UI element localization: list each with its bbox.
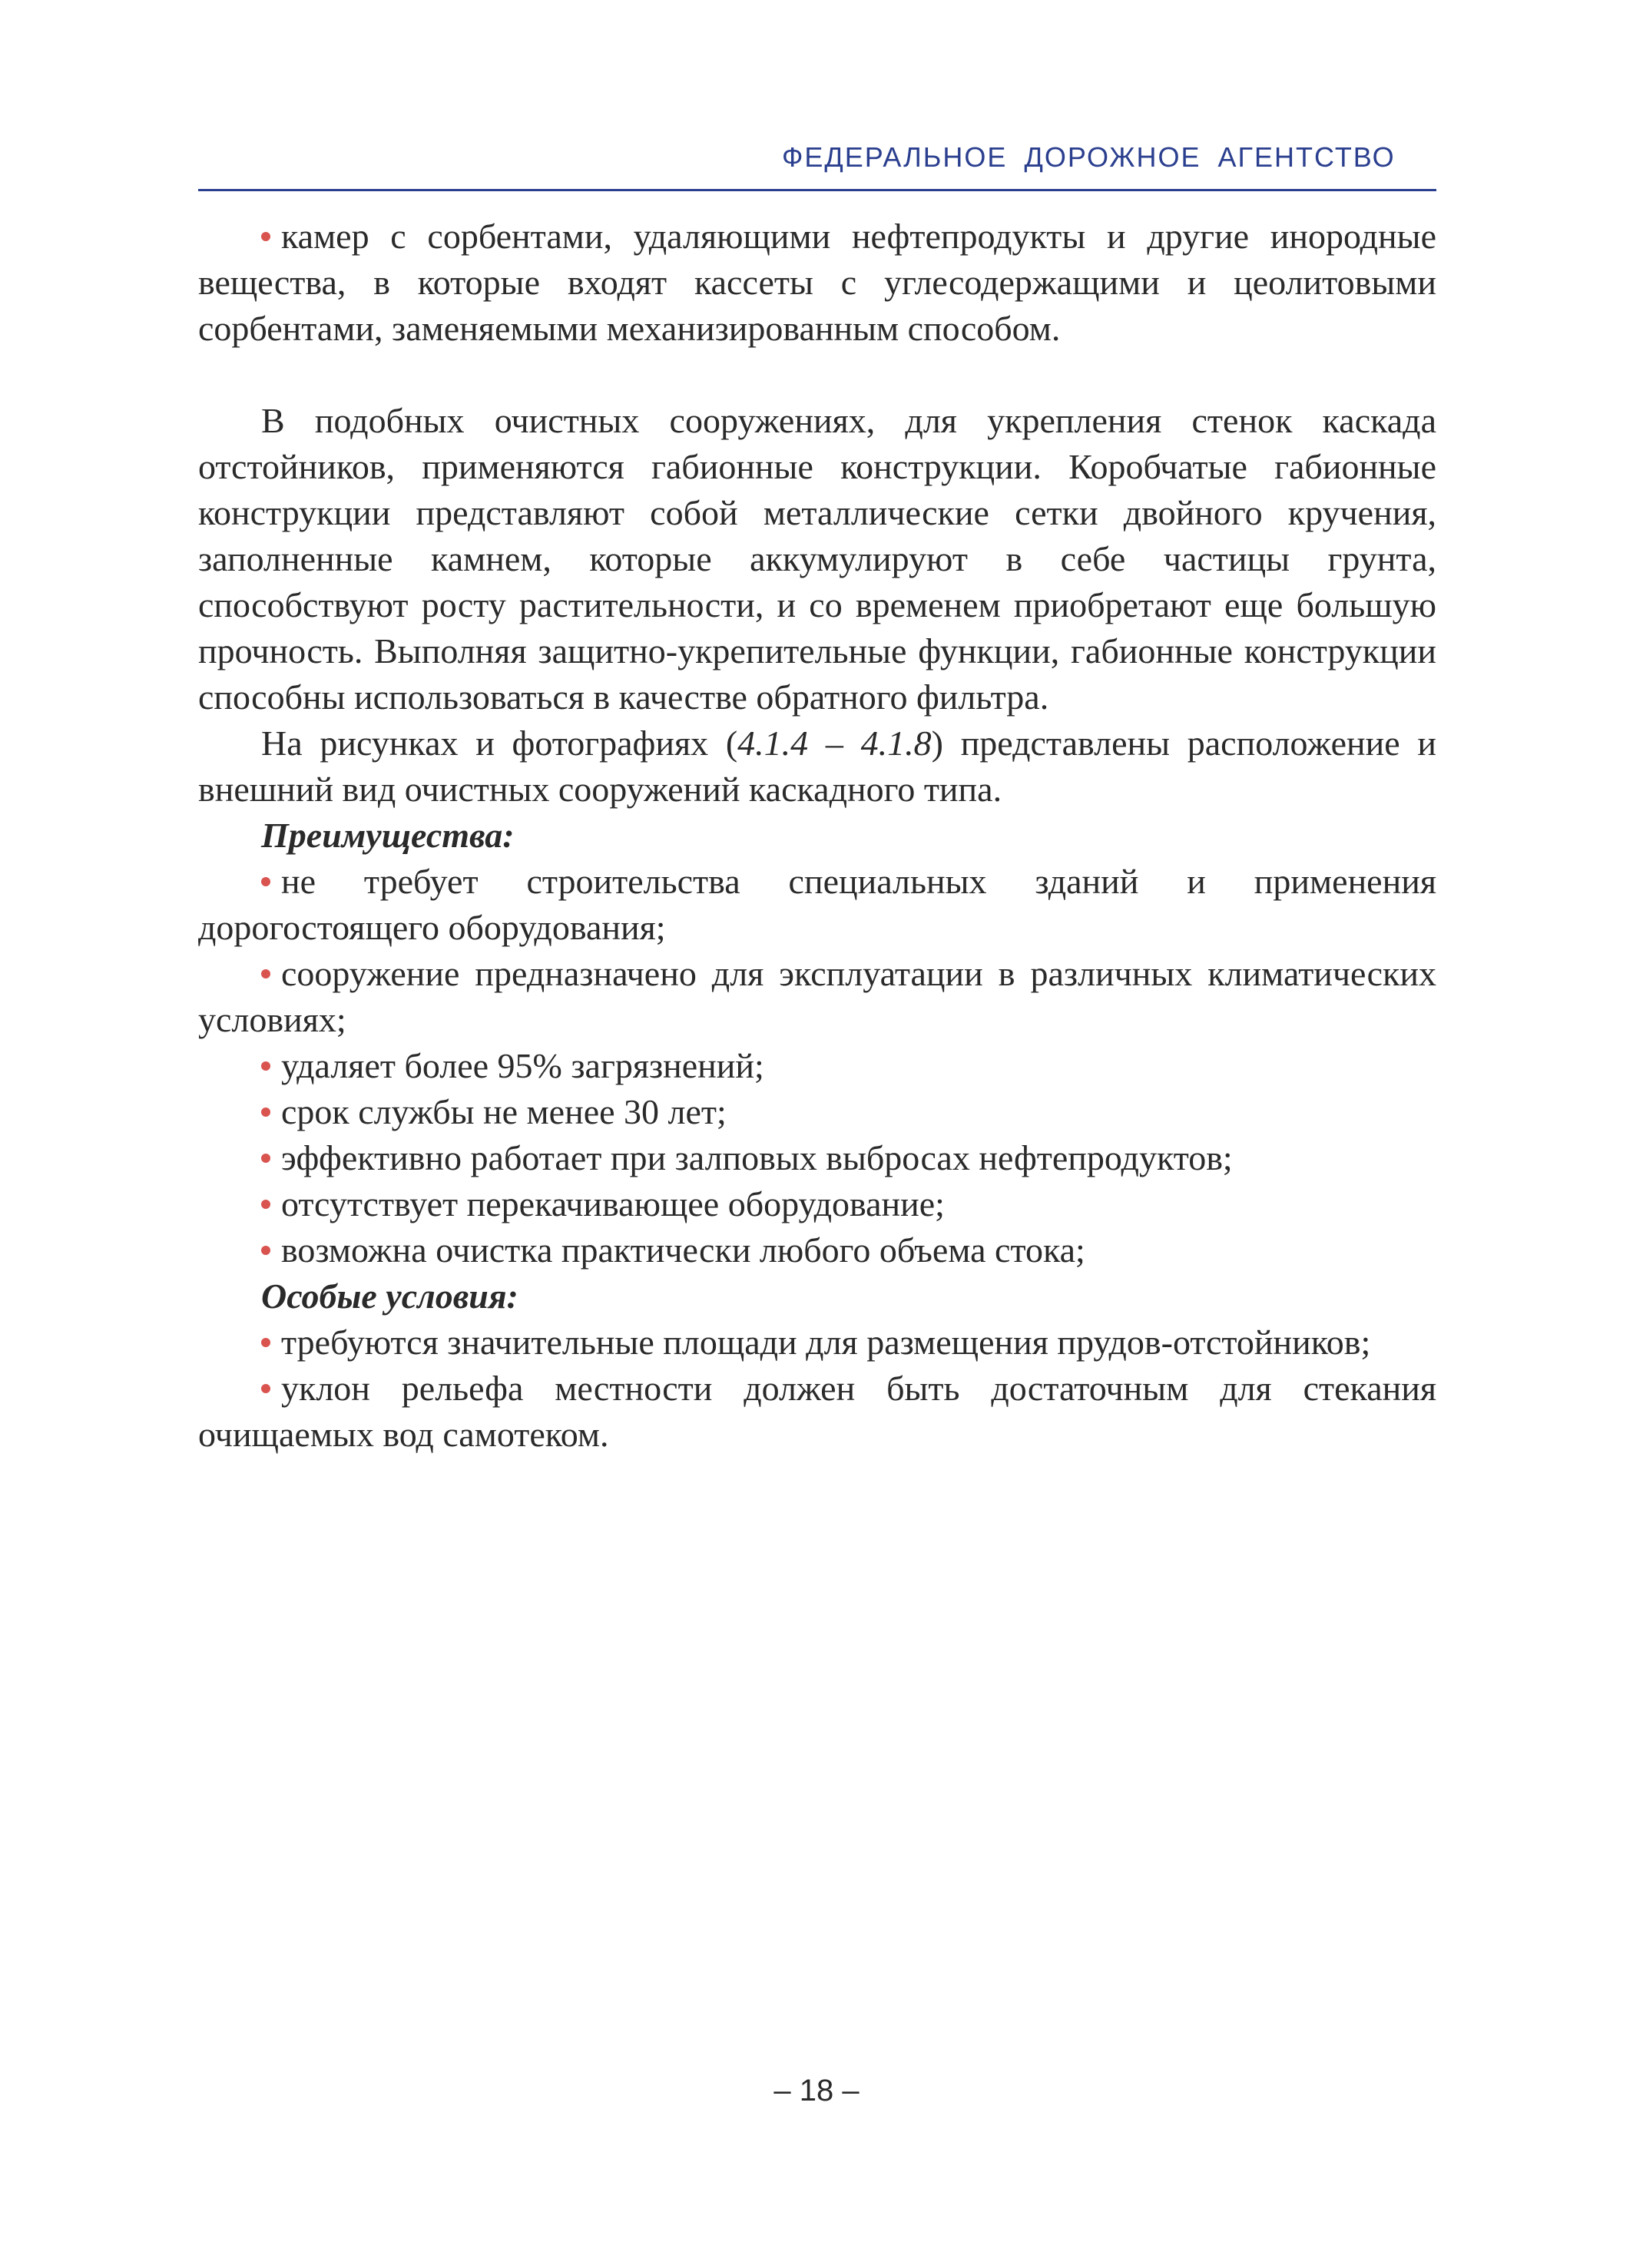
conditions-list [198, 1319, 1436, 1458]
condition-item [198, 1319, 1436, 1366]
advantage-item [198, 1089, 1436, 1135]
advantage-text: отсутствует перекачивающее оборудование; [281, 1184, 945, 1223]
body-paragraph: В подобных очистных сооружениях, для укрепления стенок каскада отстойников, применяются габионные конструкции. Коробчатые габионные конструкции представляют собой металлические сетки двойного кручения, заполненные камнем, которые аккумулируют в себе частицы грунта, способствуют росту растительности, и со временем приобретают еще большую прочность. Выполняя защитно-укрепительные функции, габионные конструкции способны использоваться в качестве обратного фильтра. [198, 401, 1436, 717]
advantage-item [198, 1227, 1436, 1273]
bullet-dot-icon [261, 232, 270, 241]
advantage-item [198, 1181, 1436, 1227]
advantage-text: возможна очистка практически любого объема стока; [281, 1230, 1085, 1270]
bullet-dot-icon [261, 969, 270, 978]
bullet-dot-icon [261, 1338, 270, 1347]
advantage-item [198, 859, 1436, 951]
figure-reference-paragraph [198, 720, 1436, 813]
condition-text: требуются значительные площади для размещения прудов-отстойников; [281, 1323, 1371, 1362]
advantage-text: эффективно работает при залповых выбросах нефтепродуктов; [281, 1138, 1233, 1177]
bullet-dot-icon [261, 1061, 270, 1071]
page-number: – 18 – [773, 2074, 860, 2107]
advantage-item [198, 951, 1436, 1043]
bullet-dot-icon [261, 1200, 270, 1209]
bullet-dot-icon [261, 1108, 270, 1117]
page-body [198, 214, 1436, 1458]
advantage-text: срок службы не менее 30 лет; [281, 1092, 727, 1131]
bullet-text: камер с сорбентами, удаляющими нефтепродукты и другие инородные вещества, в которые входят кассеты с углесодержащими и цеолитовыми сорбентами, заменяемыми механизированным способом. [198, 217, 1436, 348]
advantages-heading: Преимущества: [261, 816, 515, 855]
bullet-dot-icon [261, 877, 270, 886]
advantage-text: сооружение предназначено для эксплуатации в различных климатических условиях; [198, 954, 1436, 1039]
advantage-text: не требует строительства специальных зданий и применения дорогостоящего оборудования; [198, 862, 1436, 947]
conditions-heading: Особые условия: [261, 1276, 518, 1316]
figure-ref-numbers: 4.1.4 – 4.1.8 [737, 723, 932, 763]
advantages-list [198, 859, 1436, 1273]
condition-text: уклон рельефа местности должен быть достаточным для стекания очищаемых вод самотеком. [198, 1369, 1436, 1454]
running-header: ФЕДЕРАЛЬНОЕ ДОРОЖНОЕ АГЕНТСТВО [782, 141, 1396, 173]
header-divider [198, 189, 1436, 191]
bullet-dot-icon [261, 1384, 270, 1393]
advantage-text: удаляет более 95% загрязнений; [281, 1046, 764, 1085]
bullet-dot-icon [261, 1246, 270, 1255]
advantage-item [198, 1135, 1436, 1181]
figure-ref-before: На рисунках и фотографиях ( [261, 723, 738, 763]
bullet-dot-icon [261, 1154, 270, 1163]
advantage-item [198, 1043, 1436, 1089]
condition-item [198, 1366, 1436, 1458]
bullet-item [198, 214, 1436, 352]
figure-ref-after: ) представлены расположение и внешний вид очистных сооружений каскадного типа. [198, 723, 1437, 809]
